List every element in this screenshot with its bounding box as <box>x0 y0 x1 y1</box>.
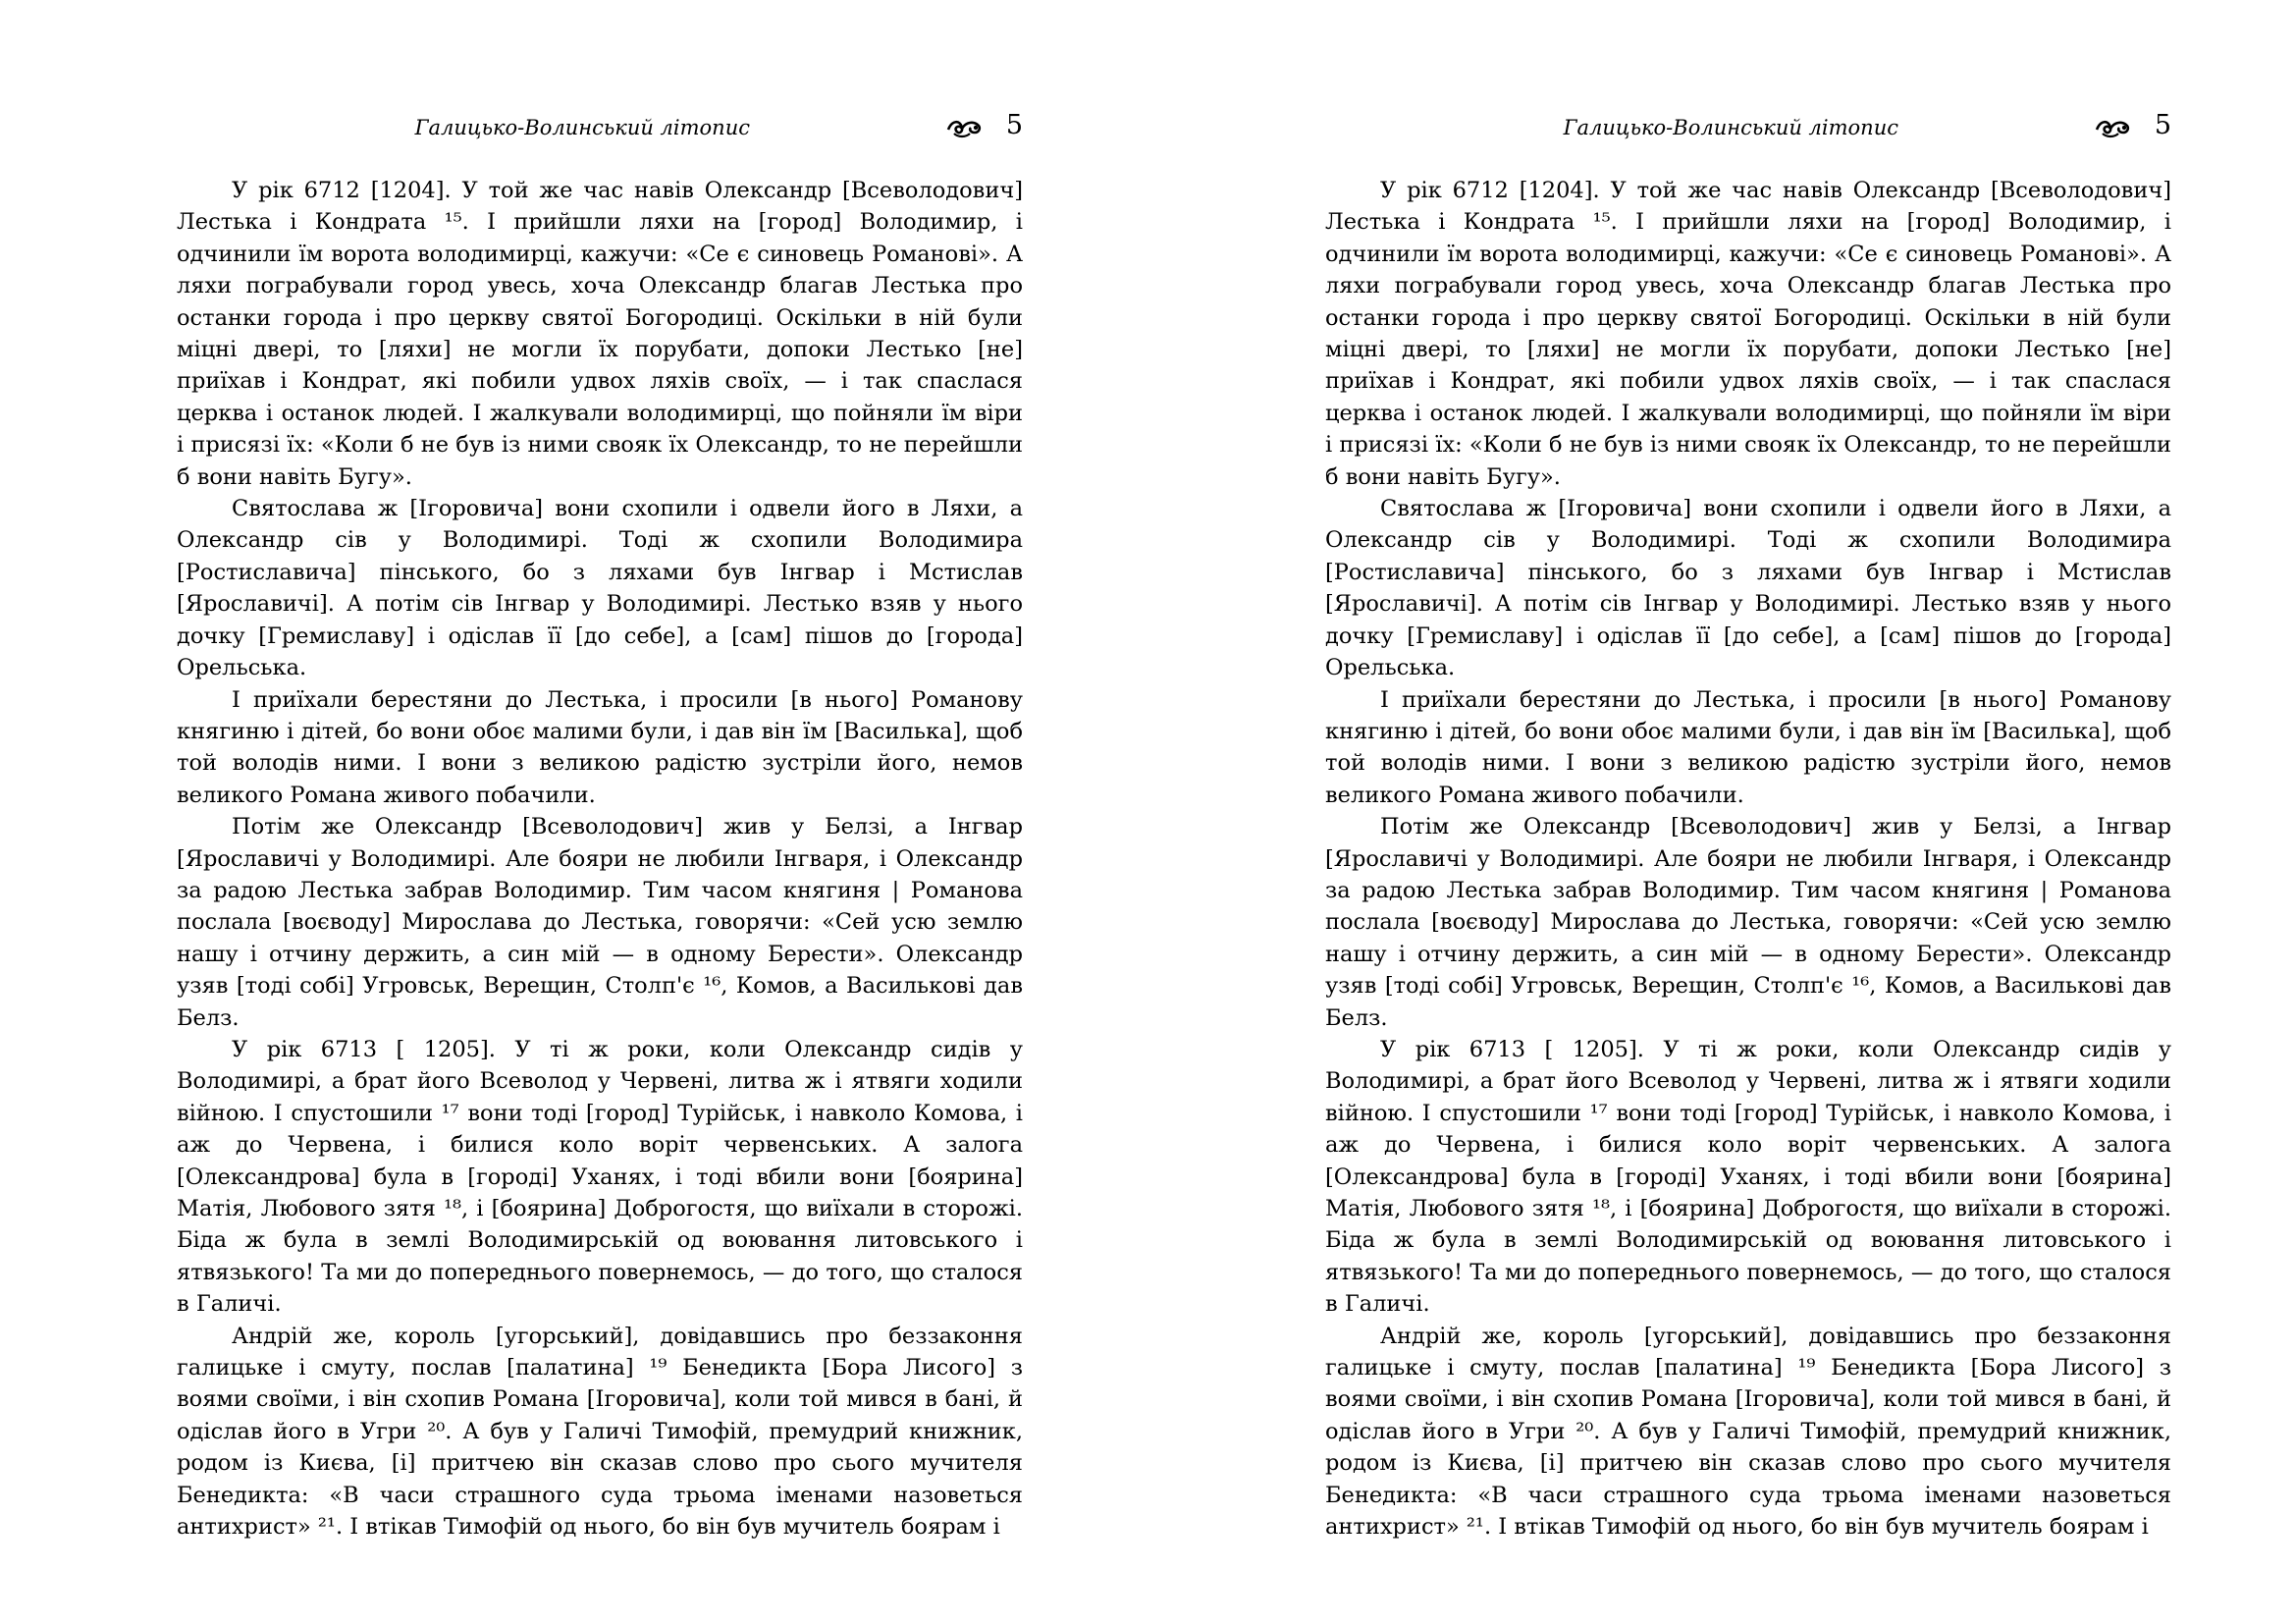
page-number: 5 <box>2154 110 2171 140</box>
fleuron-ornament-icon <box>946 116 982 139</box>
paragraph: У рік 6712 [1204]. У той же час навів Олександр [Всеволодович] Лестька і Кондрата ¹⁵. І прийшли ляхи на [город] Володимир, і одчинили їм ворота володимирці, кажучи: «Се є синовець Романові». А ляхи пограбували город увесь, хоча Олександр благав Лестька про останки города і про церкву святої Богородиці. Оскільки в ній були міцні двері, то [ляхи] не могли їх порубати, допоки Лестько [не] приїхав і Кондрат, які побили удвох ляхів своїх, — і так спаслася церква і останок людей. І жалкували володимирці, що пойняли їм віри і присязі їх: «Коли б не був із ними свояк їх Олександр, то не перейшли б вони навіть Бугу». <box>177 178 1023 490</box>
right-page <box>1148 0 2296 1624</box>
paragraph: Потім же Олександр [Всеволодович] жив у Белзі, а Інгвар [Ярославичі у Володимирі. Але бояри не любили Інгваря, і Олександр за радою Лестька забрав Володимир. Тим часом княгиня | Романова послала [воєводу] Мирослава до Лестька, говорячи: «Сей усю землю нашу і отчину держить, а син мій — в одному Берести». Олександр узяв [тоді собі] Угровськ, Верещин, Столп'є ¹⁶, Комов, а Василькові дав Белз. <box>1325 814 2171 1031</box>
paragraph: У рік 6713 [ 1205]. У ті ж роки, коли Олександр сидів у Володимирі, а брат його Всеволод у Червені, литва ж і ятвяги ходили війною. І спустошили ¹⁷ вони тоді [город] Турійськ, і навколо Комова, і аж до Червена, і билися коло воріт червенських. А залога [Олександрова] була в [городі] Уханях, і тоді вбили вони [боярина] Матія, Любового зятя ¹⁸, і [боярина] Доброгостя, що виїхали в сторожі. Біда ж була в землі Володимирській од воювання литовського і ятвязького! Та ми до попереднього повернемось, — до того, що сталося в Галичі. <box>1325 1036 2171 1318</box>
chronicle-text <box>1325 175 2171 1543</box>
paragraph: Андрій же, король [угорський], довідавшись про беззаконня галицьке і смуту, послав [палатина] ¹⁹ Бенедикта [Бора Лисого] з воями своїми, і він схопив Романа [Ігоровича], коли той мився в бані, й одіслав його в Угри ²⁰. А був у Галичі Тимофій, премудрий книжник, родом із Києва, [і] притчею він сказав слово про сього мучителя Бенедикта: «В часи страшного суда трьома іменами назоветься антихрист» ²¹. І втікав Тимофій од нього, бо він був мучитель боярам і <box>177 1323 1023 1541</box>
running-title: Галицько-Волинський літопис <box>1563 116 1898 139</box>
paragraph: Святослава ж [Ігоровича] вони схопили і одвели його в Ляхи, а Олександр сів у Володимирі. Тоді ж схопили Володимира [Ростиславича] пінського, бо з ляхами був Інгвар і Мстислав [Ярославичі]. А потім сів Інгвар у Володимирі. Лестько взяв у нього дочку [Гремиславу] і одіслав її [до себе], а [сам] пішов до [города] Орельська. <box>177 496 1023 681</box>
paragraph: Святослава ж [Ігоровича] вони схопили і одвели його в Ляхи, а Олександр сів у Володимирі. Тоді ж схопили Володимира [Ростиславича] пінського, бо з ляхами був Інгвар і Мстислав [Ярославичі]. А потім сів Інгвар у Володимирі. Лестько взяв у нього дочку [Гремиславу] і одіслав її [до себе], а [сам] пішов до [города] Орельська. <box>1325 496 2171 681</box>
paragraph: У рік 6712 [1204]. У той же час навів Олександр [Всеволодович] Лестька і Кондрата ¹⁵. І прийшли ляхи на [город] Володимир, і одчинили їм ворота володимирці, кажучи: «Се є синовець Романові». А ляхи пограбували город увесь, хоча Олександр благав Лестька про останки города і про церкву святої Богородиці. Оскільки в ній були міцні двері, то [ляхи] не могли їх порубати, допоки Лестько [не] приїхав і Кондрат, які побили удвох ляхів своїх, — і так спаслася церква і останок людей. І жалкували володимирці, що пойняли їм віри і присязі їх: «Коли б не був із ними свояк їх Олександр, то не перейшли б вони навіть Бугу». <box>1325 178 2171 490</box>
running-head <box>1325 112 2171 147</box>
chronicle-text <box>177 175 1023 1543</box>
fleuron-ornament-icon <box>2095 116 2130 139</box>
page-number: 5 <box>1005 110 1023 140</box>
paragraph: Потім же Олександр [Всеволодович] жив у Белзі, а Інгвар [Ярославичі у Володимирі. Але бояри не любили Інгваря, і Олександр за радою Лестька забрав Володимир. Тим часом княгиня | Романова послала [воєводу] Мирослава до Лестька, говорячи: «Сей усю землю нашу і отчину держить, а син мій — в одному Берести». Олександр узяв [тоді собі] Угровськ, Верещин, Столп'є ¹⁶, Комов, а Василькові дав Белз. <box>177 814 1023 1031</box>
paragraph: Андрій же, король [угорський], довідавшись про беззаконня галицьке і смуту, послав [палатина] ¹⁹ Бенедикта [Бора Лисого] з воями своїми, і він схопив Романа [Ігоровича], коли той мився в бані, й одіслав його в Угри ²⁰. А був у Галичі Тимофій, премудрий книжник, родом із Києва, [і] притчею він сказав слово про сього мучителя Бенедикта: «В часи страшного суда трьома іменами назоветься антихрист» ²¹. І втікав Тимофій од нього, бо він був мучитель боярам і <box>1325 1323 2171 1541</box>
running-title: Галицько-Волинський літопис <box>414 116 750 139</box>
running-head <box>177 112 1023 147</box>
paragraph: І приїхали берестяни до Лестька, і просили [в нього] Романову княгиню і дітей, бо вони обоє малими були, і дав він їм [Василька], щоб той володів ними. І вони з великою радістю зустріли його, немов великого Романа живого побачили. <box>1325 686 2171 808</box>
paragraph: І приїхали берестяни до Лестька, і просили [в нього] Романову княгиню і дітей, бо вони обоє малими були, і дав він їм [Василька], щоб той володів ними. І вони з великою радістю зустріли його, немов великого Романа живого побачили. <box>177 686 1023 808</box>
paragraph: У рік 6713 [ 1205]. У ті ж роки, коли Олександр сидів у Володимирі, а брат його Всеволод у Червені, литва ж і ятвяги ходили війною. І спустошили ¹⁷ вони тоді [город] Турійськ, і навколо Комова, і аж до Червена, і билися коло воріт червенських. А залога [Олександрова] була в [городі] Уханях, і тоді вбили вони [боярина] Матія, Любового зятя ¹⁸, і [боярина] Доброгостя, що виїхали в сторожі. Біда ж була в землі Володимирській од воювання литовського і ятвязького! Та ми до попереднього повернемось, — до того, що сталося в Галичі. <box>177 1036 1023 1318</box>
